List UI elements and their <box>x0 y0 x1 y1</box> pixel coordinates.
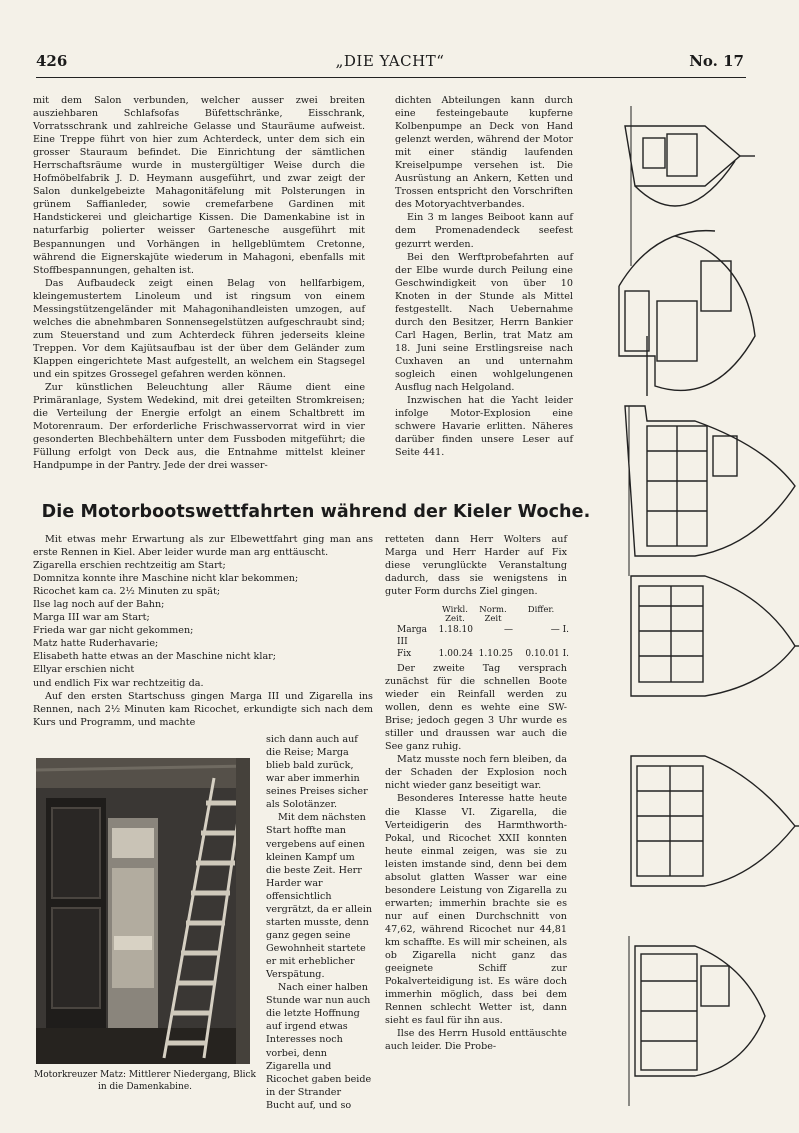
results-header-cell: Wirkl. Zeit. <box>442 605 468 624</box>
list-item: Frieda war gar nicht gekommen; <box>33 625 194 637</box>
results-header-cell: Norm. Zeit <box>479 605 507 624</box>
header-rule <box>36 77 746 78</box>
results-header-cell <box>397 606 437 624</box>
paragraph: Matz musste noch fern bleiben, da der Schaden der Explosion noch nicht wieder ganz beseitigt war. <box>385 754 567 792</box>
article1-column-1 <box>33 94 365 472</box>
plan-section <box>631 756 799 886</box>
paragraph: Zur künstlichen Beleuchtung aller Räume dient eine Primäranlage, System Wedekind, mit drei geteilten Stromkreisen; die Verteilung der Energie erfolgt an einem Schaltbrett im Motorenraum. Der erforderliche Frischwasservorrat wird in vier gesonderten Blechbehältern unter dem Fussboden mitgeführt; die Füllung erfolgt von Deck aus, die Entnahme mittelst kleiner Handpumpe in der Pantry. Jede der drei wasser- <box>33 382 365 472</box>
paragraph: mit dem Salon verbunden, welcher ausser zwei breiten ausziehbaren Schlafsofas Büfettschränke, Eisschrank, Vorratsschrank und zahlreiche Gelasse und Stauräume aufweist. Eine Treppe führt von hier zum Achterdeck, unter dem sich ein grosser Stauraum befindet. Die Einrichtung der sämtlichen Herrschaftsräume wurde in mustergültiger Weise durch die Hofmöbelfabrik J. D. Heymann ausgeführt, und zwar zeigt der Salon dunkelgebeizte Mahagonitäfelung mit Polsterungen in grünem Saffianleder, sowie cremefarbene Gardinen mit Handstickerei und gleichartige Kissen. Die Damenkabine ist in naturfarbig polierter weisser Gartenesche ausgeführt mit Bespannungen und Vorhängen in hellgeblümtem Cretonne, während die Eignerskajüte wiederum in Mahagoni, ebenfalls mit Stoffbespannungen, gehalten ist. <box>33 95 365 276</box>
plan-section <box>631 576 799 696</box>
paragraph: Besonderes Interesse hatte heute die Klasse VI. Zigarella, die Verteidigerin des Harmthworth-Pokal, und Ricochet XXII konnten heute einmal zeigen, was sie zu leisten imstande sind, denn bei dem absolut glatten Wasser war eine besondere Leistung von Zigarella zu erwarten; immerhin brachte sie es nur auf einen Durchschnitt von 47,62, während Ricochet nur 44,81 km schaffte. Es will mir scheinen, als ob Zigarella nicht ganz das geeignete Schiff zur Pokalverteidigung ist. Es wäre doch immerhin möglich, dass bei dem Rennen schlecht Wetter ist, dann sieht es faul für ihn aus. <box>385 793 567 1027</box>
yacht-plan-drawings <box>595 86 799 1116</box>
article1-column-2 <box>395 94 573 459</box>
list-item: Marga III war am Start; <box>33 612 150 624</box>
list-item: und endlich Fix war rechtzeitig da. <box>33 677 204 689</box>
results-cell: — <box>504 625 513 635</box>
paragraph: dichten Abteilungen kann durch eine festeingebaute kupferne Kolbenpumpe an Deck von Hand gelenzt werden, während der Motor mit einer ständig laufenden Kreiselpumpe versehen ist. Die Ausrüstung an Ankern, Ketten und Trossen entspricht den Vorschriften des Motoryachtverbandes. <box>395 95 573 211</box>
results-header <box>397 606 569 624</box>
article2-column-2 <box>385 662 567 1053</box>
paragraph: Mit dem nächsten Start hoffte man vergebens auf einen kleinen Kampf um die beste Zeit. Herr Harder war offensichtlich vergrätzt, da er allein starten musste, denn ganz gegen seine Gewohnheit startete er mit erheblicher Verspätung. <box>266 812 372 981</box>
list-item: Ilse lag noch auf der Bahn; <box>33 599 165 611</box>
plan-section <box>619 231 755 396</box>
paragraph: Nach einer halben Stunde war nun auch die letzte Hoffnung auf irgend etwas Interesses noch vorbei, denn Zigarella und Ricochet gaben beide in der Strander Bucht auf, und so <box>266 982 372 1111</box>
results-cell: — I. <box>550 625 569 635</box>
journal-title: „DIE YACHT“ <box>335 52 445 70</box>
photo-caption: Motorkreuzer Matz: Mittlerer Niedergang, Blick in die Damenkabine. <box>34 1070 256 1092</box>
results-cell: 1.00.24 <box>438 649 473 659</box>
results-row <box>397 624 569 648</box>
article2-narrow-column <box>266 733 372 1112</box>
paragraph: Der zweite Tag versprach zunächst für die schnellen Boote wieder ein Reinfall werden zu wollen, denn es wehte eine SW-Brise; jedoch gegen 3 Uhr wurde es stiller und draussen war auch die See ganz ruhig. <box>385 663 567 753</box>
paragraph: Inzwischen hat die Yacht leider infolge Motor-Explosion eine schwere Havarie erlitten. Näheres darüber finden unsere Leser auf Seite 441. <box>395 395 573 459</box>
results-cell: Marga III <box>397 625 428 647</box>
paragraph: Ein 3 m langes Beiboot kann auf dem Promenadendeck seefest gezurrt werden. <box>395 212 573 250</box>
article2-column-1 <box>33 533 373 729</box>
list-item: Zigarella erschien rechtzeitig am Start; <box>33 560 226 572</box>
plan-section <box>625 406 795 576</box>
page-number: 426 <box>36 52 68 70</box>
list-item: Domnitza konnte ihre Maschine nicht klar bekommen; <box>33 573 299 585</box>
paragraph: retteten dann Herr Wolters auf Marga und Herr Harder auf Fix diese verunglückte Veranstaltung dadurch, dass sie wenigstens in guter Form durchs Ziel gingen. <box>385 534 567 598</box>
results-cell: 1.10.25 <box>478 649 513 659</box>
results-cell: 1.18.10 <box>438 625 473 635</box>
running-header <box>36 52 744 74</box>
results-cell: 0.10.01 I. <box>525 649 569 659</box>
results-header-cell: Differ. <box>527 605 555 615</box>
paragraph: Auf den ersten Startschuss gingen Marga III und Zigarella ins Rennen, nach 2½ Minuten kam Ricochet, erkundigte sich nach dem Kurs und Programm, und machte <box>33 690 373 728</box>
list-item: Ellyar erschien nicht <box>33 664 135 676</box>
issue-number: No. 17 <box>689 52 744 70</box>
list-item: Matz hatte Ruderhavarie; <box>33 638 159 650</box>
cabin-photo-image <box>36 758 250 1064</box>
results-cell: Fix <box>397 649 412 659</box>
paragraph: Bei den Werftprobefahrten auf der Elbe wurde durch Peilung eine Geschwindigkeit von über 10 Knoten in der Stunde als Mittel festgestellt. Nach Uebernahme durch den Besitzer, Herrn Bankier Carl Hagen, Berlin, trat Matz am 18. Juni seine Erstlingsreise nach Cuxhaven an und unternahm sogleich einen wohlgelungenen Ausflug nach Helgoland. <box>395 251 573 394</box>
cabin-photo <box>36 758 250 1064</box>
article2-column-2-top <box>385 533 567 598</box>
paragraph: Ilse des Herrn Husold enttäuschte auch leider. Die Probe- <box>385 1028 567 1053</box>
paragraph: Mit etwas mehr Erwartung als zur Elbewettfahrt ging man ans erste Rennen in Kiel. Aber leider wurde man arg enttäuscht. <box>33 534 373 559</box>
list-item: Elisabeth hatte etwas an der Maschine nicht klar; <box>33 651 276 663</box>
plan-section <box>629 936 765 1106</box>
results-table <box>397 606 569 660</box>
article-title: Die Motorbootswettfahrten während der Kieler Woche. <box>41 502 591 522</box>
results-row <box>397 648 569 660</box>
list-item: Ricochet kam ca. 2½ Minuten zu spät; <box>33 586 221 598</box>
paragraph: Das Aufbaudeck zeigt einen Belag von hellfarbigem, kleingemustertem Linoleum und ist ringsum von einem Messingstützengeländer mit Mahagonihandleisten umzogen, auf welches die abnehmbaren Sonnensegelstützen aufgeschraubt sind; zum Steuerstand und zum Achterdeck führen jederseits kleine Treppen. Vor dem Kajütsaufbau ist der über dem Geländer zum Klappen eingerichtete Mast aufgestellt, an welchem ein Stagsegel und ein spitzes Grossegel gefahren werden können. <box>33 277 365 380</box>
paragraph: sich dann auch auf die Reise; Marga blieb bald zurück, war aber immerhin seines Preises sicher als Solotänzer. <box>266 734 368 811</box>
